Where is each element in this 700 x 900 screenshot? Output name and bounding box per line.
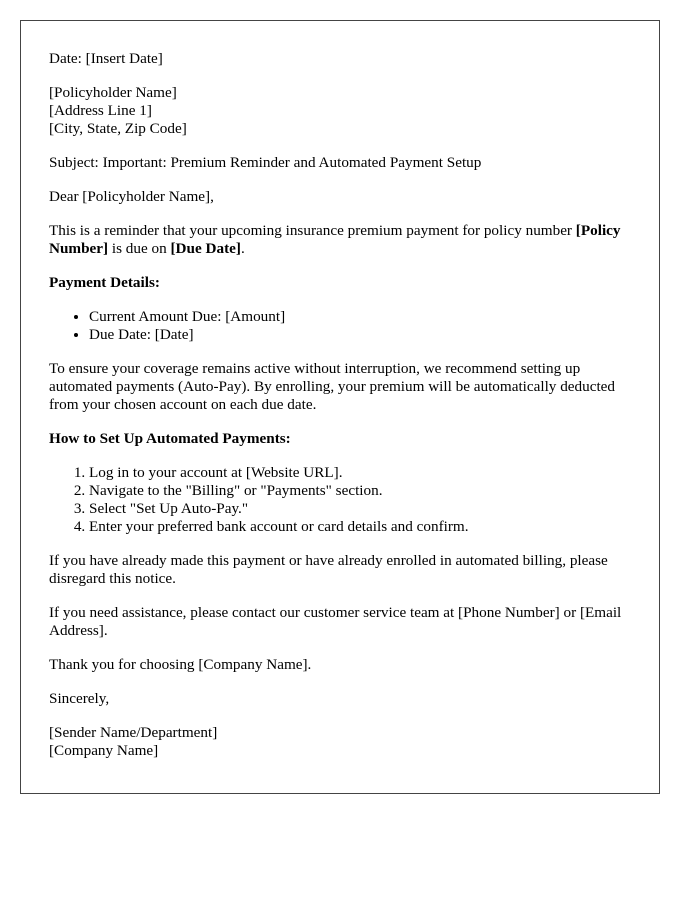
intro-paragraph <box>49 222 631 258</box>
closing: Sincerely, <box>49 690 110 707</box>
thanks-paragraph: Thank you for choosing [Company Name]. <box>49 656 312 673</box>
autopay-paragraph: To ensure your coverage remains active without interruption, we recommend setting up automated payments (Auto-Pay). By enrolling, your premium will be automatically deducted from your chosen account on each due date. <box>49 360 616 413</box>
step-log-in: 1. Log in to your account at [Website URL]. <box>89 464 631 482</box>
step-navigate: 2. Navigate to the "Billing" or "Payments" section. <box>89 482 631 500</box>
signature-block <box>49 724 631 760</box>
assistance-paragraph: If you need assistance, please contact our customer service team at [Phone Number] or [Email Address]. <box>49 604 622 639</box>
subject-line: Subject: Important: Premium Reminder and Automated Payment Setup <box>49 154 482 171</box>
recipient-address <box>49 84 631 138</box>
due-date: [Due Date] <box>170 240 241 257</box>
salutation: Dear [Policyholder Name], <box>49 188 214 205</box>
step-enter-details: 4. Enter your preferred bank account or card details and confirm. <box>89 518 631 536</box>
policy-number: [Policy Number] <box>49 222 621 257</box>
recipient-name: [Policyholder Name] <box>49 84 177 101</box>
sender-name: [Sender Name/Department] <box>49 724 218 741</box>
step-select-autopay: 3. Select "Set Up Auto-Pay." <box>89 500 631 518</box>
recipient-city-state-zip: [City, State, Zip Code] <box>49 120 187 137</box>
recipient-address-line-1: [Address Line 1] <box>49 102 152 119</box>
intro-text-between: is due on <box>108 240 171 257</box>
intro-text-start: This is a reminder that your upcoming insurance premium payment for policy number <box>49 222 576 239</box>
setup-steps-heading: How to Set Up Automated Payments: <box>49 430 291 447</box>
letter-document <box>20 20 660 794</box>
payment-details-list <box>49 308 631 344</box>
payment-details-heading: Payment Details: <box>49 274 160 291</box>
date-line: Date: [Insert Date] <box>49 50 163 67</box>
setup-steps-list <box>49 464 631 536</box>
list-item-due-date: • Due Date: [Date] <box>89 326 631 344</box>
intro-text-end: . <box>240 240 245 257</box>
company-name: [Company Name] <box>49 742 159 759</box>
list-item-amount-due: • Current Amount Due: [Amount] <box>89 308 631 326</box>
disregard-paragraph: If you have already made this payment or have already enrolled in automated billing, please disregard this notice. <box>49 552 608 587</box>
